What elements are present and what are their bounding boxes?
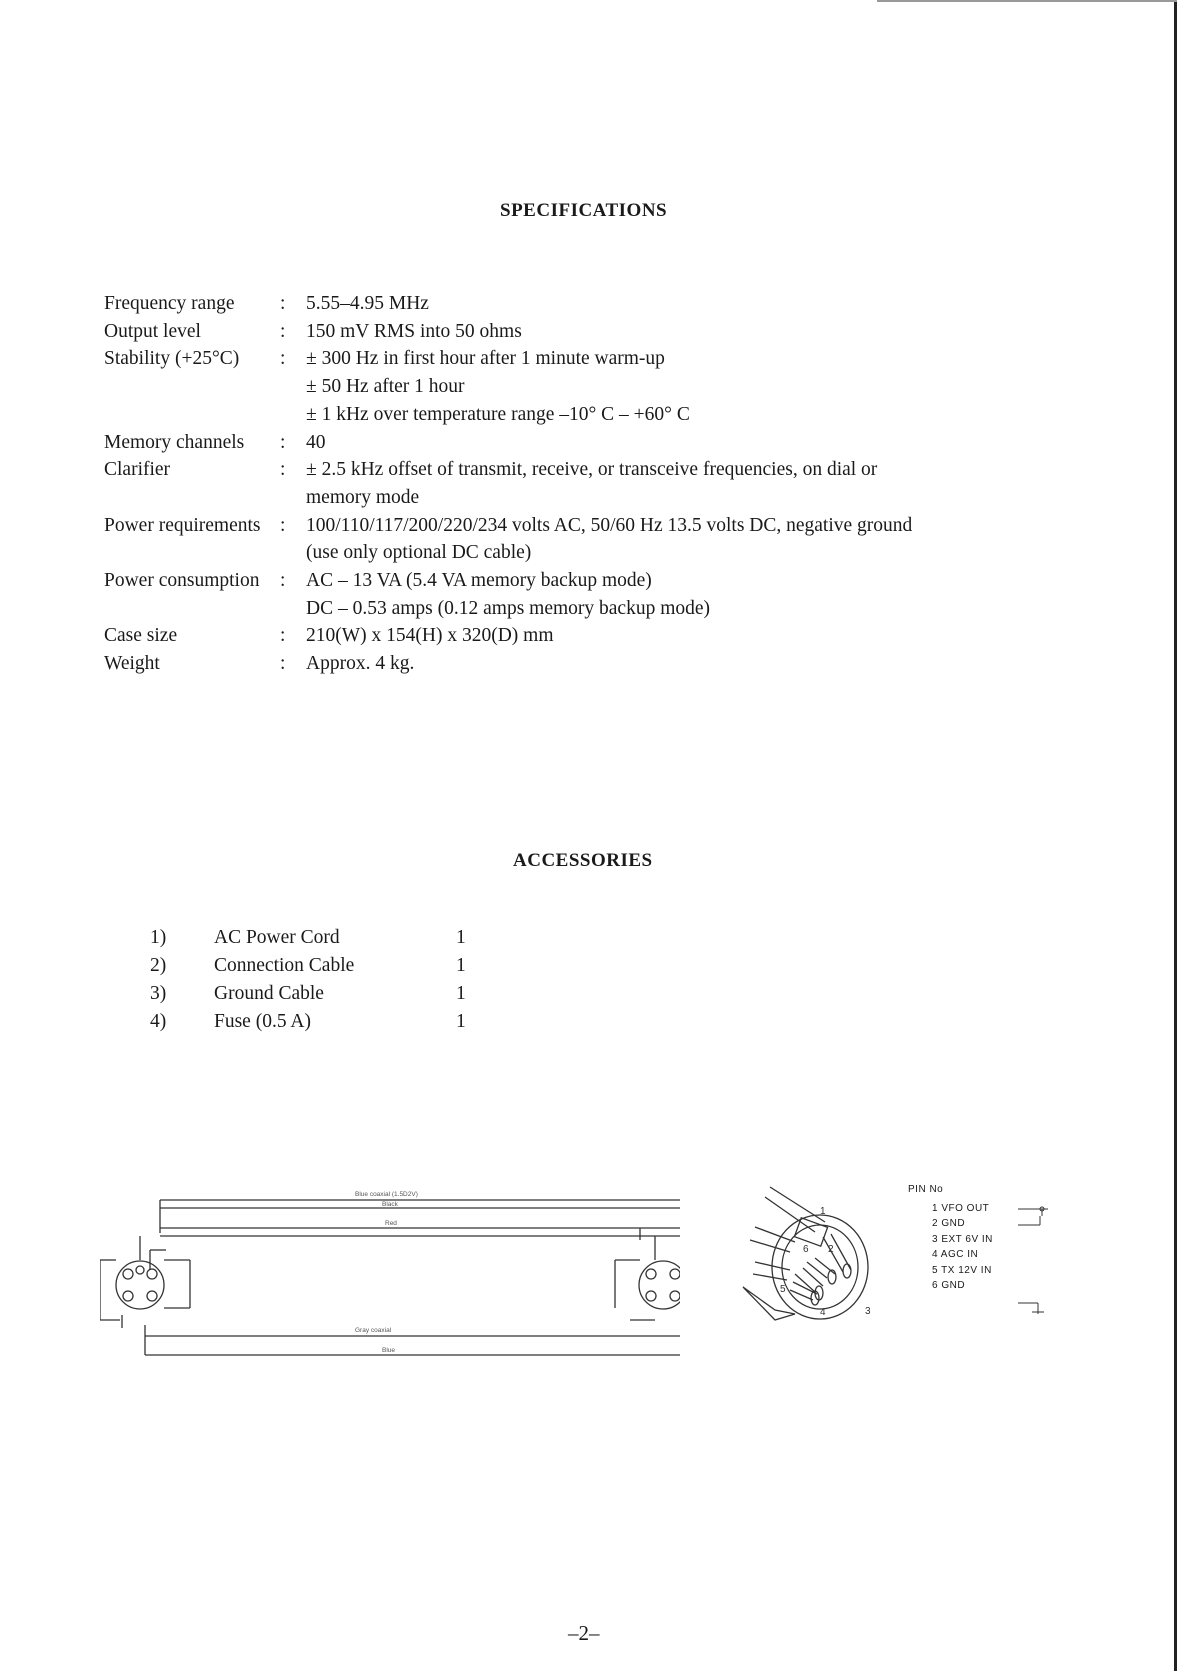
spec-label: Weight (104, 653, 160, 675)
pin-assignment-table (908, 1182, 993, 1294)
spec-label: Frequency range (104, 293, 235, 314)
spec-value: 40 (306, 431, 326, 453)
spec-label: Memory channels (104, 431, 245, 453)
cable-wiring-diagram (100, 1180, 680, 1370)
pin-ground-symbols (1018, 1204, 1058, 1314)
spec-value: AC – 13 VA (5.4 VA memory backup mode) (306, 570, 652, 592)
spec-value: (use only optional DC cable) (306, 542, 532, 564)
left-din-plug (116, 1261, 164, 1309)
spec-value: 5.55–4.95 MHz (306, 293, 429, 314)
connector-perspective-drawing (735, 1182, 895, 1332)
spec-separator: : (280, 348, 286, 370)
accessory-item (150, 952, 476, 980)
spec-separator: : (280, 514, 286, 536)
accessory-number: 2) (150, 955, 167, 976)
accessories-list (150, 924, 476, 1036)
spec-row (104, 318, 912, 346)
spec-row (104, 345, 912, 373)
connector-body (772, 1215, 868, 1319)
wire-label-black: Black (382, 1201, 398, 1208)
pin-row: 5 TX 12V IN (932, 1264, 992, 1276)
wire-label-gray-coax: Gray coaxial (355, 1327, 392, 1334)
spec-label (104, 539, 280, 567)
spec-value: 100/110/117/200/220/234 volts AC, 50/60 Hz 13.5 volts DC, negative ground (306, 514, 913, 536)
connector-pin-label: 2 (828, 1244, 834, 1255)
spec-label: Case size (104, 625, 178, 647)
spec-label: Power consumption (104, 570, 260, 592)
accessory-number: 3) (150, 983, 167, 1004)
spec-value: ± 50 Hz after 1 hour (306, 376, 465, 398)
spec-value: ± 1 kHz over temperature range –10° C – +60° C (306, 403, 690, 425)
spec-separator: : (280, 459, 286, 481)
spec-row (104, 567, 912, 595)
wire-label-blue-coax: Blue coaxial (1.5D2V) (355, 1191, 418, 1198)
wire-label-red: Red (385, 1220, 397, 1227)
spec-row (104, 456, 912, 484)
accessory-quantity: 1 (456, 983, 466, 1004)
right-din-plug (639, 1261, 680, 1309)
spec-label (104, 484, 280, 512)
spec-separator: : (280, 293, 286, 314)
spec-label (104, 373, 280, 401)
scan-edge-top (877, 0, 1177, 2)
spec-separator: : (280, 320, 286, 342)
accessory-quantity: 1 (456, 1011, 466, 1032)
pin-row: 3 EXT 6V IN (932, 1233, 993, 1245)
accessory-name: AC Power Cord (214, 927, 340, 948)
spec-value: Approx. 4 kg. (306, 653, 415, 675)
spec-label: Stability (+25°C) (104, 348, 240, 370)
spec-separator: : (280, 570, 286, 592)
connector-pin-label: 3 (865, 1306, 871, 1317)
pin-row: 4 AGC IN (932, 1249, 979, 1260)
accessory-item (150, 924, 476, 952)
accessory-number: 4) (150, 1011, 167, 1032)
connector-pin-label: 4 (820, 1307, 826, 1318)
spec-row (104, 484, 912, 512)
spec-row (104, 290, 912, 318)
spec-label: Output level (104, 320, 201, 342)
spec-row (104, 595, 912, 623)
spec-label: Power requirements (104, 514, 261, 536)
pin-row: 1 VFO OUT (932, 1202, 990, 1214)
spec-value: ± 300 Hz in first hour after 1 minute warm-up (306, 348, 665, 370)
spec-row (104, 512, 912, 540)
spec-value: ± 2.5 kHz offset of transmit, receive, or transceive frequencies, on dial or (306, 459, 878, 481)
spec-value: 150 mV RMS into 50 ohms (306, 320, 522, 342)
page-number: –2– (568, 1621, 600, 1645)
spec-separator (280, 595, 306, 623)
connector-pin-label: 5 (780, 1284, 786, 1295)
spec-row (104, 429, 912, 457)
spec-row (104, 622, 912, 650)
pin-row: 6 GND (932, 1280, 966, 1291)
specifications-title: SPECIFICATIONS (500, 200, 668, 221)
connector-pin-label: 1 (820, 1206, 826, 1217)
spec-label: Clarifier (104, 459, 171, 481)
specifications-table (104, 290, 912, 678)
spec-label (104, 595, 280, 623)
spec-separator: : (280, 653, 286, 675)
spec-label (104, 401, 280, 429)
spec-separator (280, 539, 306, 567)
spec-value: 210(W) x 154(H) x 320(D) mm (306, 625, 554, 647)
spec-row (104, 539, 912, 567)
left-pin (123, 1269, 133, 1279)
accessory-item (150, 1008, 476, 1036)
spec-value: DC – 0.53 amps (0.12 amps memory backup mode) (306, 597, 711, 619)
spec-row (104, 373, 912, 401)
accessory-quantity: 1 (456, 955, 466, 976)
spec-separator (280, 373, 306, 401)
accessory-name: Connection Cable (214, 955, 355, 976)
spec-separator (280, 401, 306, 429)
spec-separator (280, 484, 306, 512)
accessories-title: ACCESSORIES (513, 850, 653, 871)
spec-separator: : (280, 431, 286, 453)
accessory-name: Ground Cable (214, 983, 324, 1004)
pin-table-heading: PIN No (908, 1184, 944, 1195)
accessory-number: 1) (150, 927, 167, 948)
connector-pin-label: 6 (803, 1244, 809, 1255)
spec-row (104, 401, 912, 429)
accessory-quantity: 1 (456, 927, 466, 948)
wire-label-blue: Blue (382, 1347, 396, 1354)
spec-separator: : (280, 625, 286, 647)
accessory-item (150, 980, 476, 1008)
accessory-name: Fuse (0.5 A) (214, 1011, 311, 1032)
pin-row: 2 GND (932, 1218, 966, 1229)
spec-row (104, 650, 912, 678)
spec-value: memory mode (306, 486, 420, 508)
